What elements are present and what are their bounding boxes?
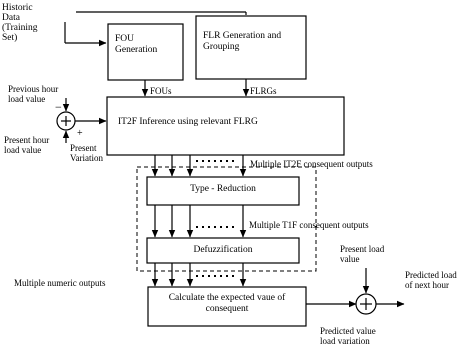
fou-generation-text: FOU Generation: [115, 34, 158, 55]
flrgs-label: FLRGs: [250, 86, 277, 96]
predicted-variation-label: Predicted value load variation: [320, 326, 376, 346]
multi-it2f-label: Multiple IT2F consequent outputs: [250, 159, 373, 169]
predicted-load-label: Predicted load of next hour: [405, 270, 457, 290]
present-load-label: Present load value: [340, 244, 385, 264]
minus-sign: −: [55, 100, 62, 114]
expected-value-text: Calculate the expected vaue of consequent: [168, 293, 286, 314]
present-variation-label: Present Variation: [70, 143, 103, 163]
it2f-inference-text: IT2F Inference using relevant FLRG: [118, 117, 258, 127]
type-reduction-text: Type - Reduction: [190, 184, 256, 194]
multi-t1f-label: Multiple T1F consequent outputs: [249, 220, 369, 230]
fous-label: FOUs: [150, 86, 172, 96]
present-hour-label: Present hour load value: [4, 135, 50, 155]
historic-data-label: Historic Data (Training Set): [2, 3, 38, 43]
defuzzification-text: Defuzzification: [193, 245, 253, 255]
multi-numeric-label: Multiple numeric outputs: [14, 278, 106, 288]
flr-generation-text: FLR Generation and Grouping: [203, 31, 282, 52]
plus-sign: +: [77, 128, 83, 139]
previous-hour-label: Previous hour load value: [8, 84, 59, 104]
